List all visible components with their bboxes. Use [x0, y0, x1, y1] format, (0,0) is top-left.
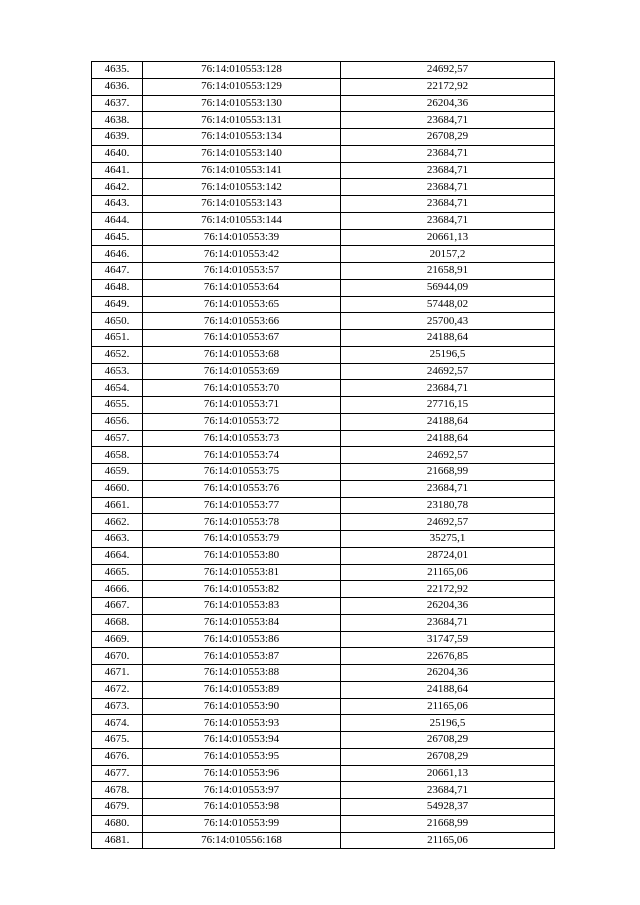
value-cell: 23684,71	[341, 380, 555, 397]
cadastral-number-cell: 76:14:010553:88	[143, 665, 341, 682]
row-number-cell: 4643.	[92, 196, 143, 213]
cadastral-number-cell: 76:14:010553:83	[143, 598, 341, 615]
cadastral-number-cell: 76:14:010553:128	[143, 62, 341, 79]
value-cell: 26708,29	[341, 732, 555, 749]
cadastral-value-table	[91, 61, 555, 849]
table-row	[92, 665, 555, 682]
cadastral-number-cell: 76:14:010553:77	[143, 497, 341, 514]
cadastral-number-cell: 76:14:010553:71	[143, 397, 341, 414]
value-cell: 20661,13	[341, 229, 555, 246]
table-row	[92, 748, 555, 765]
table-row	[92, 279, 555, 296]
table-row	[92, 715, 555, 732]
table-row	[92, 296, 555, 313]
value-cell: 24692,57	[341, 514, 555, 531]
table-row	[92, 698, 555, 715]
cadastral-number-cell: 76:14:010553:131	[143, 112, 341, 129]
row-number-cell: 4677.	[92, 765, 143, 782]
value-cell: 23684,71	[341, 196, 555, 213]
cadastral-number-cell: 76:14:010553:80	[143, 547, 341, 564]
row-number-cell: 4669.	[92, 631, 143, 648]
table-row	[92, 95, 555, 112]
cadastral-number-cell: 76:14:010553:144	[143, 212, 341, 229]
cadastral-number-cell: 76:14:010553:130	[143, 95, 341, 112]
table-row	[92, 162, 555, 179]
value-cell: 23180,78	[341, 497, 555, 514]
table-row	[92, 497, 555, 514]
row-number-cell: 4676.	[92, 748, 143, 765]
row-number-cell: 4680.	[92, 815, 143, 832]
row-number-cell: 4659.	[92, 464, 143, 481]
table-row	[92, 196, 555, 213]
value-cell: 24188,64	[341, 330, 555, 347]
row-number-cell: 4663.	[92, 531, 143, 548]
value-cell: 54928,37	[341, 799, 555, 816]
row-number-cell: 4635.	[92, 62, 143, 79]
value-cell: 23684,71	[341, 145, 555, 162]
cadastral-number-cell: 76:14:010553:84	[143, 614, 341, 631]
row-number-cell: 4648.	[92, 279, 143, 296]
row-number-cell: 4657.	[92, 430, 143, 447]
row-number-cell: 4655.	[92, 397, 143, 414]
row-number-cell: 4654.	[92, 380, 143, 397]
table-row	[92, 547, 555, 564]
table-row	[92, 681, 555, 698]
row-number-cell: 4675.	[92, 732, 143, 749]
row-number-cell: 4640.	[92, 145, 143, 162]
value-cell: 24692,57	[341, 363, 555, 380]
row-number-cell: 4660.	[92, 480, 143, 497]
row-number-cell: 4665.	[92, 564, 143, 581]
row-number-cell: 4641.	[92, 162, 143, 179]
value-cell: 22172,92	[341, 78, 555, 95]
row-number-cell: 4638.	[92, 112, 143, 129]
cadastral-number-cell: 76:14:010553:75	[143, 464, 341, 481]
value-cell: 26204,36	[341, 598, 555, 615]
table-row	[92, 313, 555, 330]
cadastral-number-cell: 76:14:010553:74	[143, 447, 341, 464]
cadastral-number-cell: 76:14:010553:134	[143, 129, 341, 146]
cadastral-number-cell: 76:14:010553:70	[143, 380, 341, 397]
table-row	[92, 782, 555, 799]
table-row	[92, 330, 555, 347]
value-cell: 21165,06	[341, 564, 555, 581]
table-row	[92, 480, 555, 497]
value-cell: 26204,36	[341, 665, 555, 682]
cadastral-number-cell: 76:14:010553:97	[143, 782, 341, 799]
row-number-cell: 4679.	[92, 799, 143, 816]
row-number-cell: 4653.	[92, 363, 143, 380]
cadastral-number-cell: 76:14:010553:99	[143, 815, 341, 832]
cadastral-number-cell: 76:14:010553:69	[143, 363, 341, 380]
table-row	[92, 229, 555, 246]
value-cell: 25196,5	[341, 346, 555, 363]
cadastral-number-cell: 76:14:010553:140	[143, 145, 341, 162]
table-row	[92, 212, 555, 229]
value-cell: 21668,99	[341, 464, 555, 481]
row-number-cell: 4656.	[92, 413, 143, 430]
value-cell: 56944,09	[341, 279, 555, 296]
table-row	[92, 346, 555, 363]
cadastral-number-cell: 76:14:010553:94	[143, 732, 341, 749]
value-cell: 23684,71	[341, 782, 555, 799]
cadastral-number-cell: 76:14:010553:143	[143, 196, 341, 213]
value-cell: 20661,13	[341, 765, 555, 782]
table-row	[92, 732, 555, 749]
row-number-cell: 4673.	[92, 698, 143, 715]
cadastral-number-cell: 76:14:010553:64	[143, 279, 341, 296]
cadastral-number-cell: 76:14:010553:42	[143, 246, 341, 263]
row-number-cell: 4667.	[92, 598, 143, 615]
row-number-cell: 4639.	[92, 129, 143, 146]
row-number-cell: 4636.	[92, 78, 143, 95]
value-cell: 25196,5	[341, 715, 555, 732]
row-number-cell: 4662.	[92, 514, 143, 531]
table-row	[92, 799, 555, 816]
value-cell: 24692,57	[341, 447, 555, 464]
row-number-cell: 4644.	[92, 212, 143, 229]
table-row	[92, 648, 555, 665]
value-cell: 26204,36	[341, 95, 555, 112]
value-cell: 26708,29	[341, 129, 555, 146]
table-row	[92, 246, 555, 263]
cadastral-number-cell: 76:14:010553:68	[143, 346, 341, 363]
cadastral-number-cell: 76:14:010553:82	[143, 581, 341, 598]
row-number-cell: 4671.	[92, 665, 143, 682]
cadastral-number-cell: 76:14:010553:142	[143, 179, 341, 196]
cadastral-number-cell: 76:14:010553:129	[143, 78, 341, 95]
table-row	[92, 614, 555, 631]
value-cell: 24188,64	[341, 681, 555, 698]
row-number-cell: 4658.	[92, 447, 143, 464]
value-cell: 21658,91	[341, 263, 555, 280]
value-cell: 26708,29	[341, 748, 555, 765]
value-cell: 23684,71	[341, 179, 555, 196]
cadastral-number-cell: 76:14:010553:76	[143, 480, 341, 497]
table-row	[92, 129, 555, 146]
cadastral-number-cell: 76:14:010553:66	[143, 313, 341, 330]
cadastral-number-cell: 76:14:010553:65	[143, 296, 341, 313]
value-cell: 24188,64	[341, 413, 555, 430]
value-cell: 57448,02	[341, 296, 555, 313]
value-cell: 21165,06	[341, 832, 555, 849]
cadastral-number-cell: 76:14:010553:141	[143, 162, 341, 179]
table-row	[92, 62, 555, 79]
value-cell: 22676,85	[341, 648, 555, 665]
value-cell: 28724,01	[341, 547, 555, 564]
row-number-cell: 4646.	[92, 246, 143, 263]
table-row	[92, 78, 555, 95]
table-row	[92, 514, 555, 531]
value-cell: 25700,43	[341, 313, 555, 330]
table-row	[92, 631, 555, 648]
value-cell: 23684,71	[341, 212, 555, 229]
cadastral-number-cell: 76:14:010553:89	[143, 681, 341, 698]
value-cell: 23684,71	[341, 112, 555, 129]
row-number-cell: 4637.	[92, 95, 143, 112]
table-row	[92, 363, 555, 380]
table-row	[92, 112, 555, 129]
cadastral-number-cell: 76:14:010553:57	[143, 263, 341, 280]
cadastral-number-cell: 76:14:010553:98	[143, 799, 341, 816]
value-cell: 23684,71	[341, 480, 555, 497]
table-row	[92, 832, 555, 849]
row-number-cell: 4666.	[92, 581, 143, 598]
cadastral-number-cell: 76:14:010553:78	[143, 514, 341, 531]
table-row	[92, 145, 555, 162]
table-row	[92, 581, 555, 598]
row-number-cell: 4651.	[92, 330, 143, 347]
table-row	[92, 598, 555, 615]
row-number-cell: 4672.	[92, 681, 143, 698]
cadastral-number-cell: 76:14:010553:93	[143, 715, 341, 732]
cadastral-number-cell: 76:14:010553:90	[143, 698, 341, 715]
value-cell: 24692,57	[341, 62, 555, 79]
row-number-cell: 4642.	[92, 179, 143, 196]
table-row	[92, 464, 555, 481]
cadastral-number-cell: 76:14:010553:87	[143, 648, 341, 665]
table-row	[92, 765, 555, 782]
row-number-cell: 4661.	[92, 497, 143, 514]
value-cell: 23684,71	[341, 162, 555, 179]
row-number-cell: 4668.	[92, 614, 143, 631]
row-number-cell: 4652.	[92, 346, 143, 363]
value-cell: 24188,64	[341, 430, 555, 447]
value-cell: 35275,1	[341, 531, 555, 548]
value-cell: 23684,71	[341, 614, 555, 631]
table-row	[92, 413, 555, 430]
cadastral-number-cell: 76:14:010553:95	[143, 748, 341, 765]
table-row	[92, 430, 555, 447]
value-cell: 31747,59	[341, 631, 555, 648]
row-number-cell: 4681.	[92, 832, 143, 849]
cadastral-number-cell: 76:14:010553:39	[143, 229, 341, 246]
table-row	[92, 380, 555, 397]
cadastral-number-cell: 76:14:010553:81	[143, 564, 341, 581]
table-row	[92, 815, 555, 832]
cadastral-number-cell: 76:14:010553:72	[143, 413, 341, 430]
value-cell: 21668,99	[341, 815, 555, 832]
cadastral-number-cell: 76:14:010553:86	[143, 631, 341, 648]
cadastral-number-cell: 76:14:010553:96	[143, 765, 341, 782]
row-number-cell: 4664.	[92, 547, 143, 564]
table-row	[92, 531, 555, 548]
table-row	[92, 179, 555, 196]
value-cell: 27716,15	[341, 397, 555, 414]
cadastral-number-cell: 76:14:010553:73	[143, 430, 341, 447]
row-number-cell: 4674.	[92, 715, 143, 732]
table-body	[92, 62, 555, 849]
cadastral-number-cell: 76:14:010556:168	[143, 832, 341, 849]
table-row	[92, 447, 555, 464]
row-number-cell: 4647.	[92, 263, 143, 280]
table-row	[92, 564, 555, 581]
value-cell: 22172,92	[341, 581, 555, 598]
cadastral-number-cell: 76:14:010553:67	[143, 330, 341, 347]
table-row	[92, 397, 555, 414]
row-number-cell: 4645.	[92, 229, 143, 246]
row-number-cell: 4649.	[92, 296, 143, 313]
table-row	[92, 263, 555, 280]
row-number-cell: 4650.	[92, 313, 143, 330]
row-number-cell: 4678.	[92, 782, 143, 799]
value-cell: 20157,2	[341, 246, 555, 263]
value-cell: 21165,06	[341, 698, 555, 715]
row-number-cell: 4670.	[92, 648, 143, 665]
cadastral-number-cell: 76:14:010553:79	[143, 531, 341, 548]
